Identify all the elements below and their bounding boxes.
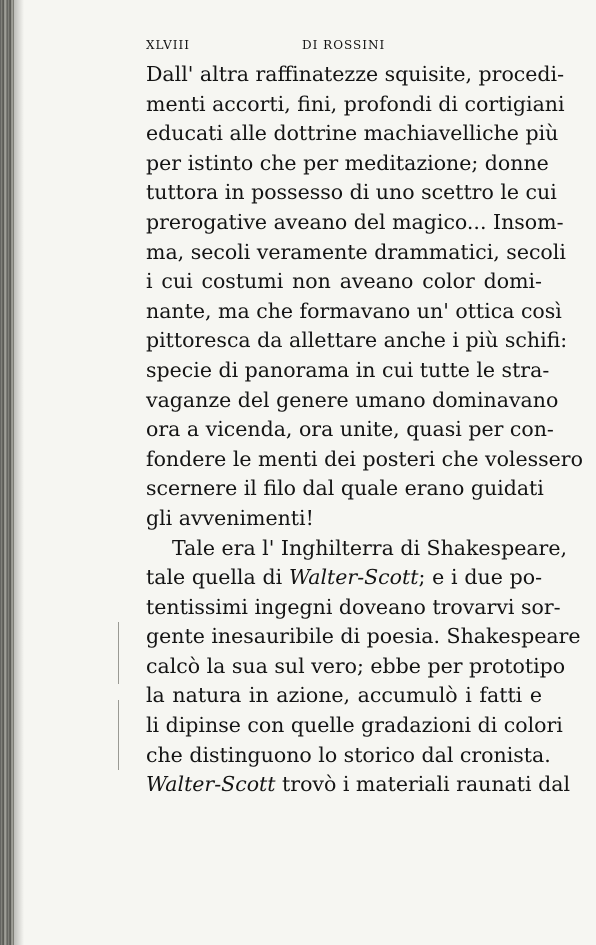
margin-mark [118,700,119,770]
text-line: pittoresca da allettare anche i più schifi: [146,328,568,353]
text-line: specie di panorama in cui tutte le stra- [146,357,550,382]
author-name: Walter-Scott [146,772,276,797]
text-line: tentissimi ingegni doveano trovarvi sor- [146,594,561,619]
text-line: nante, ma che formavano un' ottica così [146,298,562,323]
text-line: li dipinse con quelle gradazioni di colori [146,713,563,738]
text-line [146,770,571,800]
running-title: DI ROSSINI [302,38,386,52]
margin-mark [118,622,119,684]
text-line: gli avvenimenti! [146,505,314,530]
text-block [146,60,583,800]
text-line: i cui costumi non aveano color domi- [146,269,542,294]
text-line: che distinguono lo storico dal cronista. [146,742,551,767]
running-head [146,38,542,58]
page-binding-edge [0,0,14,945]
text-span: trovò i materiali raunati dal [275,772,571,797]
text-line: per istinto che per meditazione; donne [146,150,549,175]
text-span: tale quella di [146,565,283,590]
text-line: la natura in azione, accumulò i fatti e [146,683,542,708]
text-line: ora a vicenda, ora unite, quasi per con- [146,417,554,442]
text-line: scernere il filo dal quale erano guidati [146,476,544,501]
author-name: Walter-Scott [288,565,419,590]
text-line [146,563,542,593]
paragraph-first-line: Tale era l' Inghilterra di Shakespeare, [172,535,567,560]
text-line: prerogative aveano del magico... Insom- [146,209,564,234]
text-span: ; e i due po- [418,565,542,590]
text-line: menti accorti, fini, profondi di cortigiani [146,91,565,116]
text-line: ma, secoli veramente drammatici, secoli [146,239,566,264]
text-line: fondere le menti dei posteri che volessero [146,446,583,471]
text-line: educati alle dottrine machiavelliche più [146,121,559,146]
text-line: vaganze del genere umano dominavano [146,387,559,412]
text-line: calcò la sua sul vero; ebbe per prototipo [146,653,566,678]
text-line: gente inesauribile di poesia. Shakespeare [146,624,581,649]
text-line: Dall' altra raffinatezze squisite, procedi- [146,62,565,86]
text-line: tuttora in possesso di uno scettro le cui [146,180,557,205]
binding-shadow [14,0,24,945]
page-number: XLVIII [146,38,190,52]
